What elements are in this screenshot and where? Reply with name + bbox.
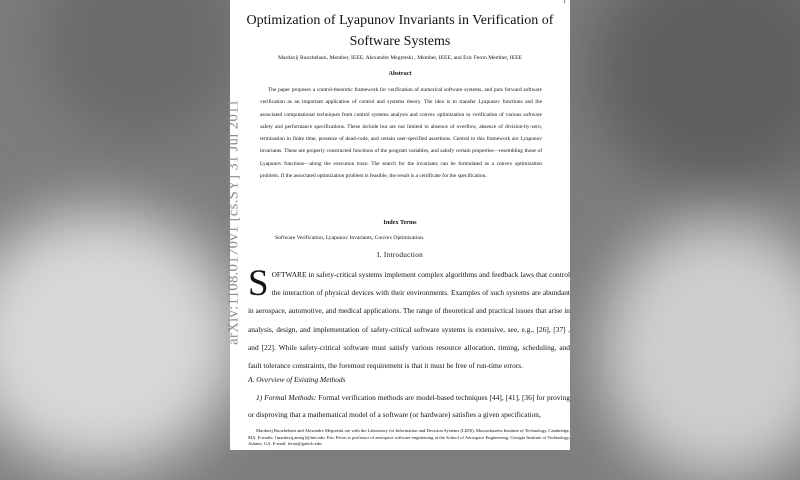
formal-methods-text: Formal verification methods are model-based techniques [44], [41], [36] for proving or disproving that a mathematical model of a software (or hardware) satisfies a given specification, bbox=[248, 393, 570, 419]
paper-page bbox=[230, 0, 570, 450]
intro-text: OFTWARE in safety-critical systems implement complex algorithms and feedback laws that control the interaction of physical devices with their environments. Examples of such systems are abundant in aerospace, automotive, and medical applications. The range of theoretical and practical issues that arise in analysis, design, and implementation of safety-critical software systems is extensive, see, e.g., [26], [37] , and [22]. While safety-critical software must satisfy various resource allocation, timing, scheduling, and fault tolerance constraints, the foremost requirement is that it must be free of run-time errors. bbox=[248, 270, 570, 371]
background-blur bbox=[590, 0, 800, 190]
intro-paragraph bbox=[248, 263, 570, 375]
abstract-heading: Abstract bbox=[388, 70, 412, 77]
author-list: Mardavij Roozbehani, Member, IEEE, Alexandre Megretski , Member, IEEE, and Eric Feron Member, IEEE bbox=[278, 55, 522, 61]
background-blur bbox=[600, 220, 800, 480]
page-number: 1 bbox=[563, 0, 566, 5]
drop-cap: S bbox=[248, 263, 269, 304]
paper-title: Optimization of Lyapunov Invariants in Verification of Software Systems bbox=[246, 13, 554, 49]
subsection-heading: A. Overview of Existing Methods bbox=[248, 375, 346, 384]
index-terms-heading: Index Terms bbox=[383, 219, 417, 226]
background-blur bbox=[0, 210, 240, 470]
abstract-text: The paper proposes a control-theoretic framework for verification of numerical software systems, and puts forward software verification as an important application of control and systems theory. The idea is to transfer Lyapunov functions and the associated computational techniques from control systems analysis and convex optimization to verification of various software safety and performance specifications. These include but are not limited to absence of overflow, absence of division-by-zero, termination in finite time, presence of dead-code, and certain user-specified assertions. Central to this framework are Lyapunov invariants. These are properly constructed functions of the program variables, and satisfy certain properties—resembling those of Lyapunov functions—along the execution trace. The search for the invariants can be formulated as a convex optimization problem. If the associated optimization problem is feasible, the result is a certificate for the specification. bbox=[260, 87, 542, 180]
formal-methods-paragraph bbox=[248, 389, 570, 423]
formal-methods-lead: 1) Formal Methods: bbox=[256, 393, 317, 402]
footnote: Mardavij Roozbehani and Alexandre Megretski are with the Laboratory for Information and Decision Systems (LIDS), Massachusetts Institute of Technology, Cambridge, MA. E-mails: {mardavij,ameg}@mit.edu. Eric Feron is professor of aerospace software engineering at the School of Aerospace Engineering, Georgia Institute of Technology, Atlanta, GA. E-mail: feron@gatech.edu. bbox=[248, 428, 570, 447]
arxiv-id: arXiv:1108.0170v1 [cs.SY] 31 Jul 2011 bbox=[225, 99, 242, 345]
index-terms: Software Verification, Lyapunov Invariants, Convex Optimization. bbox=[275, 235, 425, 241]
section-heading: I. Introduction bbox=[376, 251, 424, 259]
background-blur bbox=[40, 0, 240, 140]
arxiv-margin-label bbox=[225, 99, 244, 345]
